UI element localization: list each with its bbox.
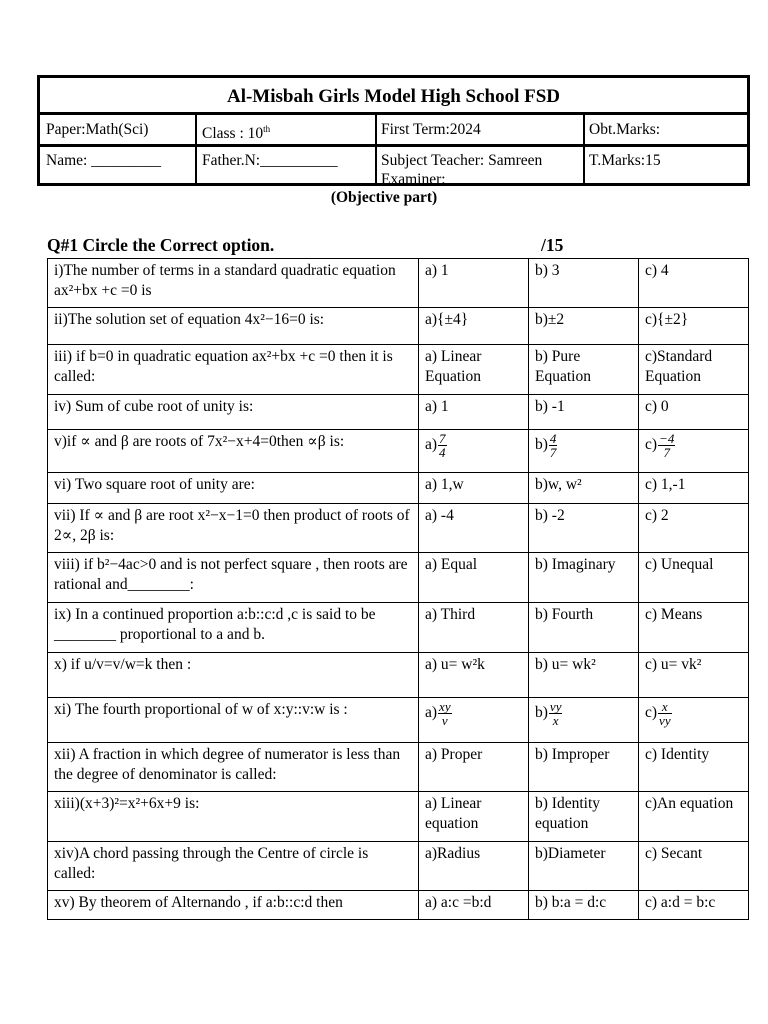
fraction: $\frac{vy}{x}$: [549, 699, 562, 728]
mcq-question: ii)The solution set of equation 4x²−16=0 is:: [48, 308, 419, 345]
header-column-divider: [583, 115, 585, 183]
mcq-row: [48, 504, 749, 553]
header-divider: [40, 144, 747, 147]
mcq-option-a[interactable]: a) a:c =b:d: [419, 891, 529, 920]
mcq-question: viii) if b²−4ac>0 and is not perfect square , then roots are rational and________:: [48, 553, 419, 603]
mcq-row: [48, 345, 749, 395]
mcq-option-c[interactable]: c) 0: [639, 395, 749, 430]
class-suffix: th: [263, 124, 271, 134]
mcq-option-a[interactable]: a){±4}: [419, 308, 529, 345]
mcq-question: iii) if b=0 in quadratic equation ax²+bx +c =0 then it is called:: [48, 345, 419, 395]
mcq-option-b[interactable]: b) 3: [529, 259, 639, 308]
mcq-question: iv) Sum of cube root of unity is:: [48, 395, 419, 430]
mcq-option-a[interactable]: a) $\frac{xy}{v}$: [419, 698, 529, 743]
mcq-option-c[interactable]: c) Identity: [639, 743, 749, 792]
mcq-row: [48, 743, 749, 792]
mcq-question: ix) In a continued proportion a:b::c:d ,c is said to be ________ proportional to a and b.: [48, 603, 419, 653]
mcq-option-c[interactable]: c) 4: [639, 259, 749, 308]
mcq-option-a[interactable]: a) Equal: [419, 553, 529, 603]
header-column-divider: [375, 115, 377, 183]
mcq-option-b[interactable]: b) $\frac{vy}{x}$: [529, 698, 639, 743]
mcq-row: [48, 603, 749, 653]
subject-teacher-field: Subject Teacher: Samreen: [381, 152, 543, 169]
fraction: $\frac{4}{7}$: [549, 431, 557, 460]
mcq-row: [48, 395, 749, 430]
term-field: First Term:2024: [381, 121, 481, 138]
mcq-question: x) if u/v=v/w=k then :: [48, 653, 419, 698]
mcq-option-a[interactable]: a) Linear Equation: [419, 345, 529, 395]
fraction: $\frac{x}{vy}$: [659, 699, 671, 728]
fraction: $\frac{7}{4}$: [439, 431, 446, 460]
objective-part-label: (Objective part): [330, 189, 438, 206]
mcq-option-b[interactable]: b) Improper: [529, 743, 639, 792]
mcq-question: xi) The fourth proportional of w of x:y::v:w is :: [48, 698, 419, 743]
mcq-question: xiii)(x+3)²=x²+6x+9 is:: [48, 792, 419, 842]
mcq-row: [48, 792, 749, 842]
header-divider: [40, 112, 747, 115]
mcq-option-c[interactable]: c) Means: [639, 603, 749, 653]
class-label: Class : 10: [202, 125, 264, 143]
obtained-marks-field: Obt.Marks:: [589, 121, 661, 138]
question-title: Q#1 Circle the Correct option.: [47, 235, 275, 255]
mcq-option-c[interactable]: c) 1,-1: [639, 473, 749, 504]
mcq-option-c[interactable]: c) a:d = b:c: [639, 891, 749, 920]
mcq-row: [48, 308, 749, 345]
mcq-option-c[interactable]: c){±2}: [639, 308, 749, 345]
mcq-row: [48, 842, 749, 891]
mcq-row: [48, 891, 749, 920]
mcq-option-b[interactable]: b) Pure Equation: [529, 345, 639, 395]
mcq-question: xii) A fraction in which degree of numerator is less than the degree of denominator is called:: [48, 743, 419, 792]
mcq-option-a[interactable]: a) Linear equation: [419, 792, 529, 842]
mcq-option-a[interactable]: a) -4: [419, 504, 529, 553]
mcq-option-a[interactable]: a) 1,w: [419, 473, 529, 504]
mcq-row: [48, 430, 749, 473]
mcq-option-c[interactable]: c) Secant: [639, 842, 749, 891]
mcq-option-b[interactable]: b)Diameter: [529, 842, 639, 891]
mcq-option-a[interactable]: a) Proper: [419, 743, 529, 792]
mcq-option-a[interactable]: a) Third: [419, 603, 529, 653]
mcq-row: [48, 698, 749, 743]
mcq-option-b[interactable]: b) -2: [529, 504, 639, 553]
mcq-option-a[interactable]: a) 1: [419, 259, 529, 308]
header-column-divider: [195, 115, 197, 183]
mcq-option-c[interactable]: c) $\frac{x}{vy}$: [639, 698, 749, 743]
mcq-option-c[interactable]: c)Standard Equation: [639, 345, 749, 395]
school-name: Al-Misbah Girls Model High School FSD: [226, 86, 561, 107]
examiner-field: Examiner:: [381, 171, 446, 188]
name-field: Name: _________: [46, 152, 161, 169]
mcq-row: [48, 473, 749, 504]
mcq-option-c[interactable]: c)An equation: [639, 792, 749, 842]
total-marks-field: T.Marks:15: [589, 152, 661, 169]
mcq-option-a[interactable]: a) 1: [419, 395, 529, 430]
mcq-option-b[interactable]: b) -1: [529, 395, 639, 430]
mcq-question: vii) If ∝ and β are root x²−x−1=0 then product of roots of 2∝, 2β is:: [48, 504, 419, 553]
father-name-field: Father.N:__________: [202, 152, 338, 169]
mcq-row: [48, 653, 749, 698]
mcq-option-a[interactable]: a) u= w²k: [419, 653, 529, 698]
fraction: $\frac{-4}{7}$: [659, 431, 675, 460]
question-marks: /15: [541, 235, 564, 255]
mcq-row: [48, 259, 749, 308]
mcq-option-c[interactable]: c) u= vk²: [639, 653, 749, 698]
class-field: [202, 120, 270, 143]
fraction: $\frac{xy}{v}$: [439, 699, 451, 728]
mcq-option-c[interactable]: c) 2: [639, 504, 749, 553]
mcq-option-b[interactable]: b) u= wk²: [529, 653, 639, 698]
mcq-option-b[interactable]: b)±2: [529, 308, 639, 345]
mcq-table: [47, 258, 749, 920]
mcq-question: i)The number of terms in a standard quadratic equation ax²+bx +c =0 is: [48, 259, 419, 308]
mcq-option-c[interactable]: c) $\frac{-4}{7}$: [639, 430, 749, 473]
mcq-option-a[interactable]: a) $\frac{7}{4}$: [419, 430, 529, 473]
mcq-option-b[interactable]: b) $\frac{4}{7}$: [529, 430, 639, 473]
mcq-option-b[interactable]: b) Identity equation: [529, 792, 639, 842]
mcq-question: xv) By theorem of Alternando , if a:b::c:d then: [48, 891, 419, 920]
exam-header-box: [37, 75, 750, 186]
mcq-option-b[interactable]: b) Fourth: [529, 603, 639, 653]
mcq-option-b[interactable]: b) Imaginary: [529, 553, 639, 603]
mcq-question: vi) Two square root of unity are:: [48, 473, 419, 504]
mcq-row: [48, 553, 749, 603]
mcq-option-b[interactable]: b) b:a = d:c: [529, 891, 639, 920]
paper-field: Paper:Math(Sci): [46, 121, 149, 138]
mcq-question: xiv)A chord passing through the Centre of circle is called:: [48, 842, 419, 891]
mcq-question: v)if ∝ and β are roots of 7x²−x+4=0then ∝β is:: [48, 430, 419, 473]
mcq-option-c[interactable]: c) Unequal: [639, 553, 749, 603]
mcq-option-a[interactable]: a)Radius: [419, 842, 529, 891]
mcq-option-b[interactable]: b)w, w²: [529, 473, 639, 504]
